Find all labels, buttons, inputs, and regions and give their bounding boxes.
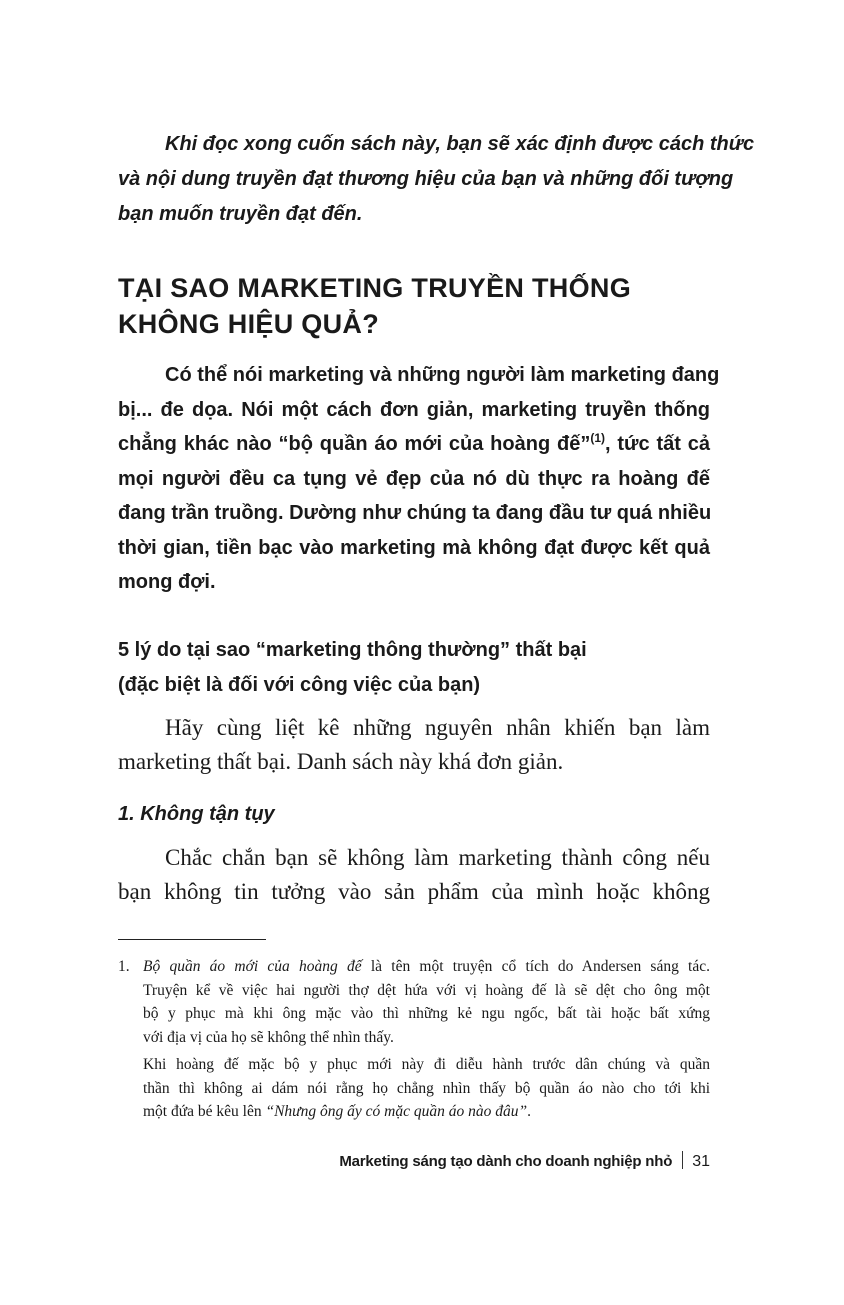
paragraph-line: thời gian, tiền bạc vào marketing mà không đạt được kết quả (118, 536, 710, 559)
section-heading-line: KHÔNG HIỆU QUẢ? (118, 309, 379, 339)
body-paragraph (118, 841, 710, 909)
footnote-line: Khi hoàng đế mặc bộ y phục mới này đi diễu hành trước dân chúng và quần (143, 1056, 710, 1073)
paragraph-line (118, 427, 710, 462)
intro-line: và nội dung truyền đạt thương hiệu của bạn và những đối tượng (118, 168, 734, 190)
body-paragraph (118, 358, 720, 600)
subsection-heading-line: 5 lý do tại sao “marketing thông thường” thất bại (118, 639, 587, 661)
footnote-body (143, 955, 710, 1124)
footnote-line: bộ y phục mà khi ông mặc vào thì những kẻ ngu ngốc, bất tài hoặc bất xứng (143, 1005, 710, 1022)
intro-line: Khi đọc xong cuốn sách này, bạn sẽ xác định được cách thức (165, 133, 755, 155)
footnote-line (143, 1100, 710, 1124)
footer-separator (682, 1151, 683, 1169)
footnote-divider (118, 939, 266, 940)
page-number: 31 (692, 1153, 710, 1170)
page-footer (339, 1150, 710, 1174)
section-heading (118, 270, 718, 342)
footnote-title: Bộ quần áo mới của hoàng đế (143, 958, 362, 975)
paragraph-line: Có thể nói marketing và những người làm marketing đang (165, 364, 720, 386)
subsection-heading (118, 633, 718, 703)
footnote-line: thần thì không ai dám nói rằng họ chẳng nhìn thấy bộ quần áo nào cho tới khi (143, 1079, 710, 1097)
subsection-heading-line: (đặc biệt là đối với công việc của bạn) (118, 674, 481, 696)
intro-paragraph (118, 127, 755, 232)
footnote-line-text: một đứa bé kêu lên (143, 1103, 266, 1120)
footnote-line-text: là tên một truyện cổ tích do Andersen sáng tác. (361, 958, 710, 975)
footnote-line: với địa vị của họ sẽ không thể nhìn thấy. (143, 1028, 394, 1046)
paragraph-line-text: , tức tất cả (605, 433, 710, 455)
paragraph-line: mong đợi. (118, 571, 216, 593)
footnote-number: 1. (118, 958, 130, 975)
footnote-line (143, 955, 710, 979)
footer-book-title: Marketing sáng tạo dành cho doanh nghiệp nhỏ (339, 1153, 673, 1170)
section-heading-line: TẠI SAO MARKETING TRUYỀN THỐNG (118, 273, 631, 303)
paragraph-line: đang trần truồng. Dường như chúng ta đang đầu tư quá nhiều (118, 502, 712, 524)
body-paragraph (118, 711, 710, 779)
footnote (118, 955, 710, 1124)
paragraph-line: mọi người đều ca tụng vẻ đẹp của nó dù thực ra hoàng đế (118, 467, 710, 490)
paragraph-line: bạn không tin tưởng vào sản phẩm của mình hoặc không (118, 879, 710, 904)
numbered-heading: 1. Không tận tụy (118, 803, 275, 825)
paragraph-line: Chắc chắn bạn sẽ không làm marketing thành công nếu (165, 845, 710, 870)
paragraph-line: marketing thất bại. Danh sách này khá đơn giản. (118, 749, 564, 774)
intro-line: bạn muốn truyền đạt đến. (118, 203, 363, 225)
footnote-quote: “Nhưng ông ấy có mặc quần áo nào đâu” (265, 1103, 528, 1120)
footnote-reference[interactable]: (1) (590, 431, 606, 445)
paragraph-line: bị... đe dọa. Nói một cách đơn giản, marketing truyền thống (118, 398, 710, 421)
footnote-line: Truyện kể về việc hai người thợ dệt hứa với vị hoàng đế là sẽ dệt cho ông một (143, 981, 710, 999)
paragraph-line: Hãy cùng liệt kê những nguyên nhân khiến bạn làm (165, 715, 710, 740)
paragraph-line-text: chẳng khác nào “bộ quần áo mới của hoàng đế” (118, 433, 591, 455)
footnote-end: . (527, 1103, 531, 1120)
